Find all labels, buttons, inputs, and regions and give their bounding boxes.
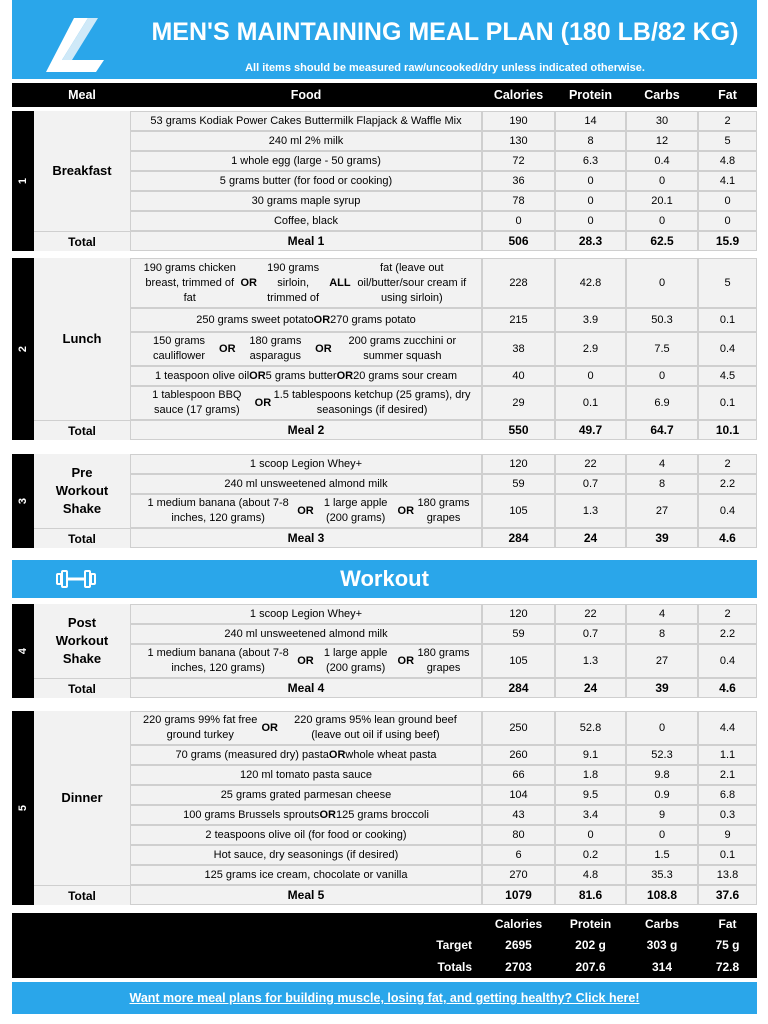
meal-name (34, 258, 130, 420)
food-row-calories: 72 (482, 151, 555, 171)
meal-block-2 (12, 258, 757, 440)
total-row-carbs: 108.8 (626, 885, 698, 905)
food-row-calories: 78 (482, 191, 555, 211)
food-row-food: 240 ml unsweetened almond milk (130, 624, 482, 644)
food-row-fat: 9 (698, 825, 757, 845)
food-row-fat: 2.2 (698, 474, 757, 494)
food-row-calories: 43 (482, 805, 555, 825)
meal-name (34, 711, 130, 885)
food-row-calories: 40 (482, 366, 555, 386)
summary-header-calories: Calories (494, 917, 543, 931)
food-row-protein: 9.5 (555, 785, 626, 805)
food-row-food: 240 ml unsweetened almond milk (130, 474, 482, 494)
food-row-food: 125 grams ice cream, chocolate or vanilla (130, 865, 482, 885)
total-row-carbs: 39 (626, 678, 698, 698)
meal-number-bar (12, 111, 34, 251)
food-row-carbs: 27 (626, 644, 698, 678)
target-calories: 2695 (505, 938, 532, 952)
column-header-food: Food (290, 88, 322, 102)
meal-number: 4 (17, 647, 29, 655)
more-meal-plans-link[interactable]: Want more meal plans for building muscle, losing fat, and getting healthy? Click here! (129, 991, 640, 1005)
food-row-carbs: 0 (626, 825, 698, 845)
food-row-fat: 4.1 (698, 171, 757, 191)
food-row-protein: 3.9 (555, 308, 626, 332)
target-carbs: 303 g (646, 938, 678, 952)
food-row-calories: 190 (482, 111, 555, 131)
food-row-food: 1 whole egg (large - 50 grams) (130, 151, 482, 171)
food-row-protein: 2.9 (555, 332, 626, 366)
food-row-food: 53 grams Kodiak Power Cakes Buttermilk Flapjack & Waffle Mix (130, 111, 482, 131)
column-header-calories: Calories (493, 88, 544, 102)
food-row-food: 100 grams Brussels sprouts OR 125 grams broccoli (130, 805, 482, 825)
workout-banner (12, 560, 757, 598)
legion-logo-icon (38, 14, 120, 74)
food-row-food: 1 medium banana (about 7-8 inches, 120 grams) OR 1 large apple (200 grams) OR 180 grams grapes (130, 644, 482, 678)
food-row-carbs: 0 (626, 711, 698, 745)
food-row-calories: 260 (482, 745, 555, 765)
total-label: Total (34, 885, 130, 905)
daily-summary (12, 913, 757, 978)
food-row-carbs: 0 (626, 171, 698, 191)
food-row-calories: 80 (482, 825, 555, 845)
totals-fat: 72.8 (715, 960, 740, 974)
food-row-protein: 22 (555, 604, 626, 624)
food-row-food: 1 teaspoon olive oil OR 5 grams butter OR 20 grams sour cream (130, 366, 482, 386)
page-subtitle: All items should be measured raw/uncooked/dry unless indicated otherwise. (245, 62, 645, 74)
totals-protein: 207.6 (575, 960, 606, 974)
food-row-calories: 250 (482, 711, 555, 745)
meal-number: 2 (17, 345, 29, 353)
total-row-fat: 15.9 (698, 231, 757, 251)
food-row-food: 5 grams butter (for food or cooking) (130, 171, 482, 191)
food-row-fat: 2 (698, 111, 757, 131)
food-row-carbs: 50.3 (626, 308, 698, 332)
food-row-fat: 0.1 (698, 308, 757, 332)
summary-header-fat: Fat (718, 917, 737, 931)
food-row-carbs: 30 (626, 111, 698, 131)
food-row-carbs: 0.9 (626, 785, 698, 805)
food-row-carbs: 0 (626, 258, 698, 308)
column-header-row (12, 83, 757, 107)
food-row-carbs: 8 (626, 624, 698, 644)
food-row-protein: 8 (555, 131, 626, 151)
header-banner (12, 0, 757, 79)
total-row-protein: 24 (555, 678, 626, 698)
food-row-fat: 4.4 (698, 711, 757, 745)
total-row-food: Meal 3 (130, 528, 482, 548)
total-row-carbs: 64.7 (626, 420, 698, 440)
total-row-fat: 10.1 (698, 420, 757, 440)
meal-name (34, 454, 130, 528)
food-row-food: 70 grams (measured dry) pasta OR whole wheat pasta (130, 745, 482, 765)
food-row-protein: 22 (555, 454, 626, 474)
food-row-carbs: 6.9 (626, 386, 698, 420)
food-row-carbs: 52.3 (626, 745, 698, 765)
food-row-calories: 29 (482, 386, 555, 420)
column-header-fat: Fat (718, 88, 737, 102)
total-row-food: Meal 4 (130, 678, 482, 698)
total-row-calories: 284 (482, 678, 555, 698)
food-row-protein: 3.4 (555, 805, 626, 825)
food-row-protein: 1.3 (555, 494, 626, 528)
column-header-carbs: Carbs (644, 88, 680, 102)
food-row-protein: 1.3 (555, 644, 626, 678)
food-row-food: 2 teaspoons olive oil (for food or cooking) (130, 825, 482, 845)
food-row-protein: 0 (555, 366, 626, 386)
food-row-carbs: 27 (626, 494, 698, 528)
food-row-calories: 38 (482, 332, 555, 366)
total-row-food: Meal 5 (130, 885, 482, 905)
meal-block-3 (12, 454, 757, 548)
food-row-carbs: 9 (626, 805, 698, 825)
totals-carbs: 314 (651, 960, 673, 974)
total-row-protein: 81.6 (555, 885, 626, 905)
food-row-calories: 36 (482, 171, 555, 191)
total-row-food: Meal 1 (130, 231, 482, 251)
food-row-carbs: 0.4 (626, 151, 698, 171)
food-row-carbs: 9.8 (626, 765, 698, 785)
food-row-fat: 0.4 (698, 332, 757, 366)
meal-name (34, 111, 130, 231)
workout-label: Workout (340, 566, 429, 591)
food-row-carbs: 12 (626, 131, 698, 151)
meal-number: 3 (17, 497, 29, 505)
food-row-protein: 0.2 (555, 845, 626, 865)
food-row-food: Hot sauce, dry seasonings (if desired) (130, 845, 482, 865)
target-fat: 75 g (715, 938, 740, 952)
food-row-food: 1 medium banana (about 7-8 inches, 120 grams) OR 1 large apple (200 grams) OR 180 grams grapes (130, 494, 482, 528)
food-row-food: 190 grams chicken breast, trimmed of fat OR 190 grams sirloin, trimmed of ALL fat (leave out oil/butter/sour cream if using sirloin) (130, 258, 482, 308)
food-row-calories: 105 (482, 644, 555, 678)
total-row-protein: 28.3 (555, 231, 626, 251)
meal-number-bar (12, 604, 34, 698)
food-row-fat: 0 (698, 211, 757, 231)
food-row-protein: 1.8 (555, 765, 626, 785)
total-row-calories: 284 (482, 528, 555, 548)
food-row-fat: 5 (698, 131, 757, 151)
food-row-calories: 105 (482, 494, 555, 528)
food-row-food: 150 grams cauliflower OR 180 grams asparagus OR 200 grams zucchini or summer squash (130, 332, 482, 366)
food-row-carbs: 8 (626, 474, 698, 494)
food-row-fat: 4.5 (698, 366, 757, 386)
food-row-food: 30 grams maple syrup (130, 191, 482, 211)
totals-label: Totals (437, 960, 472, 974)
total-label: Total (34, 528, 130, 548)
food-row-calories: 270 (482, 865, 555, 885)
food-row-food: 220 grams 99% fat free ground turkey OR 220 grams 95% lean ground beef (leave out oil if using beef) (130, 711, 482, 745)
total-row-food: Meal 2 (130, 420, 482, 440)
food-row-food: 1 tablespoon BBQ sauce (17 grams) OR 1.5 tablespoons ketchup (25 grams), dry seasonings (if desired) (130, 386, 482, 420)
food-row-fat: 2.1 (698, 765, 757, 785)
meal-name-text: Dinner (61, 790, 103, 805)
total-row-calories: 1079 (482, 885, 555, 905)
food-row-food: 240 ml 2% milk (130, 131, 482, 151)
total-label: Total (34, 231, 130, 251)
food-row-fat: 0.3 (698, 805, 757, 825)
meal-block-4 (12, 604, 757, 698)
totals-calories: 2703 (505, 960, 532, 974)
meal-name-text: Breakfast (52, 163, 112, 178)
food-row-food: Coffee, black (130, 211, 482, 231)
food-row-protein: 6.3 (555, 151, 626, 171)
food-row-calories: 215 (482, 308, 555, 332)
food-row-calories: 59 (482, 624, 555, 644)
total-row-protein: 24 (555, 528, 626, 548)
food-row-fat: 1.1 (698, 745, 757, 765)
food-row-fat: 0.1 (698, 845, 757, 865)
food-row-fat: 2 (698, 604, 757, 624)
food-row-calories: 0 (482, 211, 555, 231)
total-label: Total (34, 678, 130, 698)
meal-name-text: Pre Workout Shake (55, 465, 109, 516)
food-row-fat: 0 (698, 191, 757, 211)
food-row-protein: 42.8 (555, 258, 626, 308)
food-row-carbs: 0 (626, 211, 698, 231)
meal-name (34, 604, 130, 678)
food-row-carbs: 7.5 (626, 332, 698, 366)
footer-banner (12, 982, 757, 1014)
meal-block-1 (12, 111, 757, 251)
food-row-calories: 130 (482, 131, 555, 151)
column-header-protein: Protein (568, 88, 613, 102)
meal-name-text: Lunch (62, 331, 102, 346)
meal-block-5 (12, 711, 757, 905)
food-row-fat: 2 (698, 454, 757, 474)
meal-number: 1 (17, 177, 29, 185)
summary-header-protein: Protein (569, 917, 612, 931)
food-row-fat: 0.1 (698, 386, 757, 420)
target-protein: 202 g (575, 938, 606, 952)
meal-name-text: Post Workout Shake (55, 615, 109, 666)
food-row-protein: 0.7 (555, 624, 626, 644)
food-row-protein: 0.1 (555, 386, 626, 420)
food-row-calories: 59 (482, 474, 555, 494)
food-row-fat: 0.4 (698, 494, 757, 528)
meal-number: 5 (17, 804, 29, 812)
food-row-calories: 66 (482, 765, 555, 785)
food-row-carbs: 35.3 (626, 865, 698, 885)
food-row-protein: 4.8 (555, 865, 626, 885)
food-row-calories: 120 (482, 604, 555, 624)
food-row-protein: 0 (555, 211, 626, 231)
total-row-fat: 4.6 (698, 528, 757, 548)
food-row-protein: 0 (555, 171, 626, 191)
food-row-carbs: 1.5 (626, 845, 698, 865)
food-row-protein: 52.8 (555, 711, 626, 745)
total-row-fat: 4.6 (698, 678, 757, 698)
page-title: MEN'S MAINTAINING MEAL PLAN (180 LB/82 KG) (151, 18, 739, 46)
total-row-carbs: 39 (626, 528, 698, 548)
food-row-protein: 14 (555, 111, 626, 131)
food-row-fat: 13.8 (698, 865, 757, 885)
total-row-fat: 37.6 (698, 885, 757, 905)
total-row-calories: 506 (482, 231, 555, 251)
total-row-carbs: 62.5 (626, 231, 698, 251)
food-row-calories: 6 (482, 845, 555, 865)
food-row-carbs: 4 (626, 454, 698, 474)
target-label: Target (436, 938, 472, 952)
food-row-food: 120 ml tomato pasta sauce (130, 765, 482, 785)
column-header-meal: Meal (68, 88, 96, 102)
food-row-fat: 0.4 (698, 644, 757, 678)
food-row-food: 1 scoop Legion Whey+ (130, 604, 482, 624)
food-row-fat: 5 (698, 258, 757, 308)
food-row-calories: 228 (482, 258, 555, 308)
food-row-carbs: 4 (626, 604, 698, 624)
food-row-fat: 4.8 (698, 151, 757, 171)
food-row-protein: 0.7 (555, 474, 626, 494)
food-row-food: 1 scoop Legion Whey+ (130, 454, 482, 474)
food-row-fat: 2.2 (698, 624, 757, 644)
total-row-calories: 550 (482, 420, 555, 440)
food-row-food: 25 grams grated parmesan cheese (130, 785, 482, 805)
food-row-calories: 104 (482, 785, 555, 805)
meal-number-bar (12, 258, 34, 440)
food-row-protein: 9.1 (555, 745, 626, 765)
food-row-carbs: 20.1 (626, 191, 698, 211)
food-row-food: 250 grams sweet potato OR 270 grams potato (130, 308, 482, 332)
food-row-protein: 0 (555, 191, 626, 211)
meal-number-bar (12, 454, 34, 548)
food-row-protein: 0 (555, 825, 626, 845)
total-label: Total (34, 420, 130, 440)
summary-header-carbs: Carbs (644, 917, 679, 931)
meal-number-bar (12, 711, 34, 905)
food-row-fat: 6.8 (698, 785, 757, 805)
food-row-calories: 120 (482, 454, 555, 474)
food-row-carbs: 0 (626, 366, 698, 386)
total-row-protein: 49.7 (555, 420, 626, 440)
